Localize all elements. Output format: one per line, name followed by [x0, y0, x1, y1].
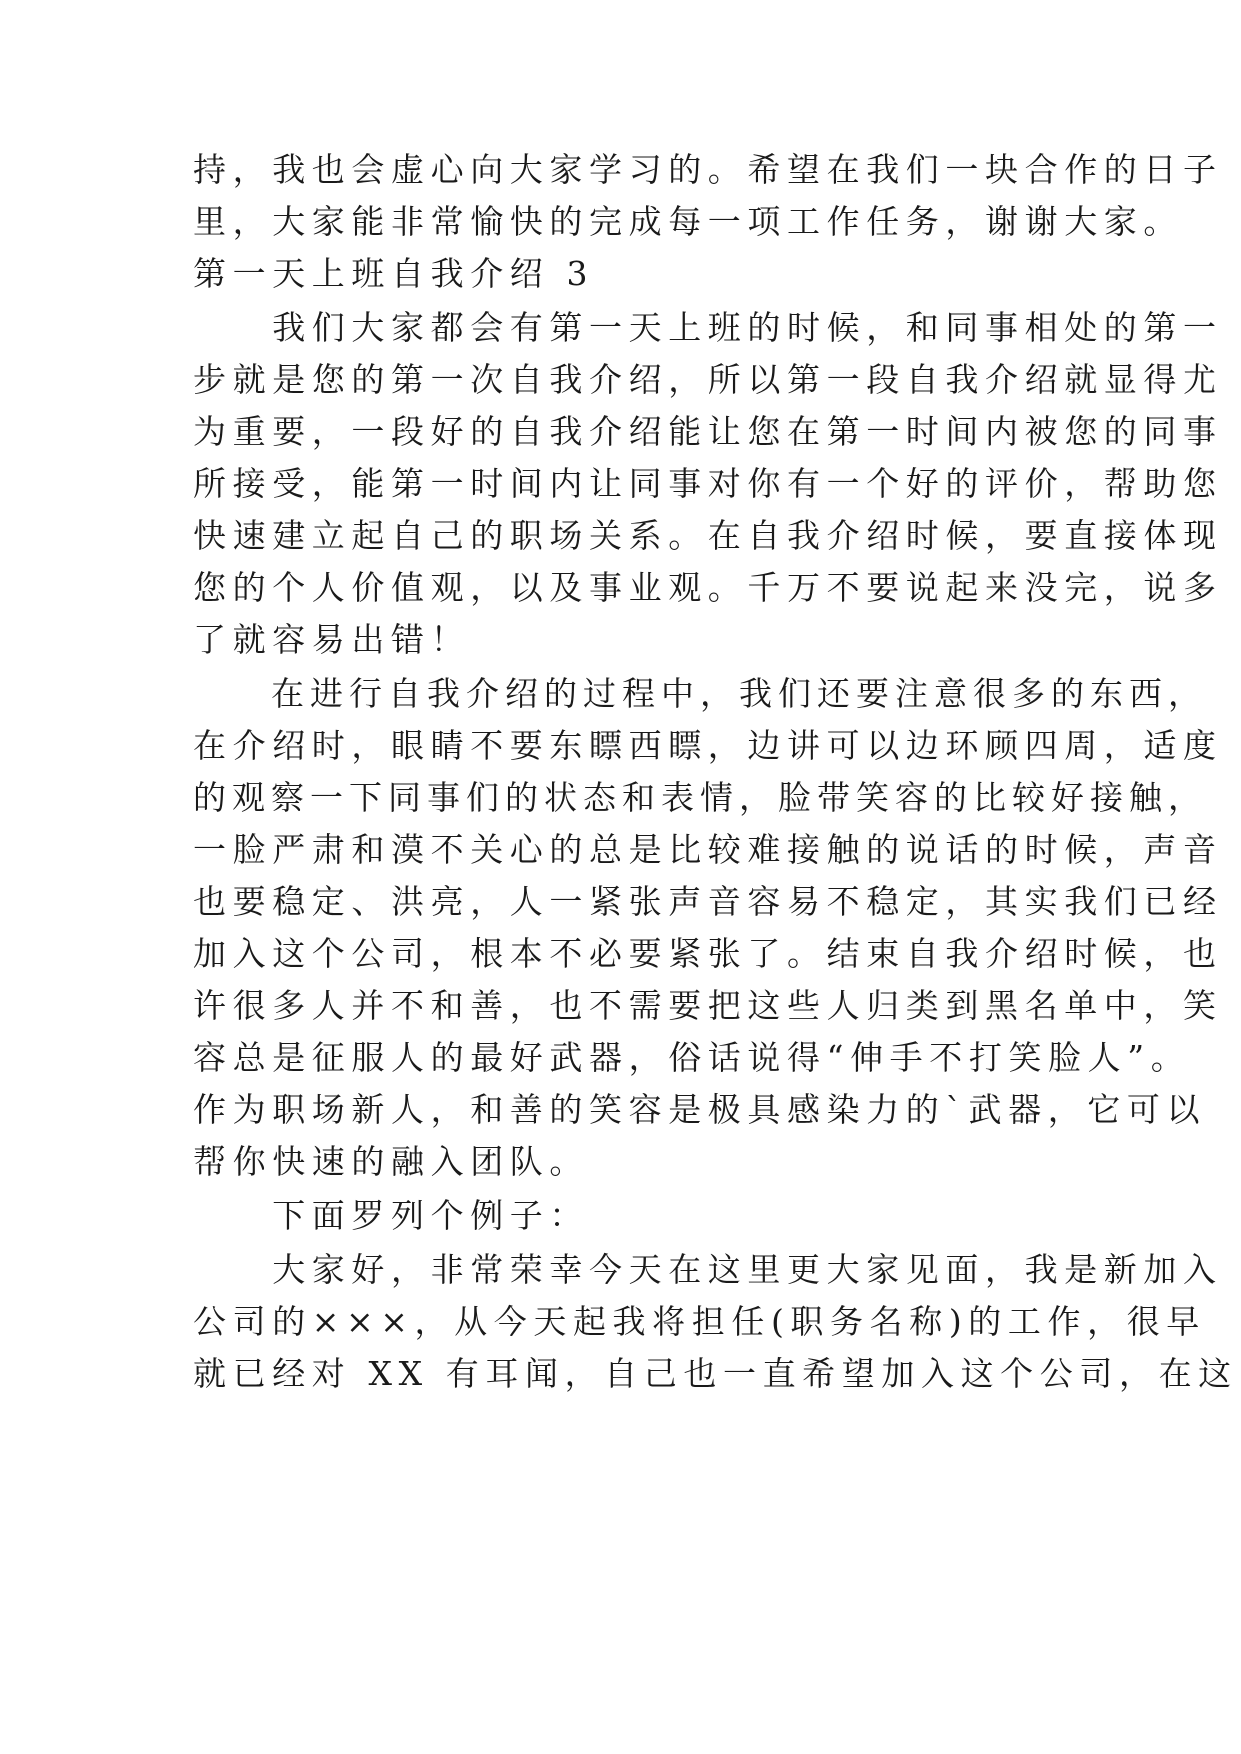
section-heading: 第一天上班自我介绍 3 — [193, 254, 595, 293]
text-line: 在进行自我介绍的过程中，我们还要注意很多的东西， — [193, 674, 1207, 713]
text-line: 也要稳定、洪亮，人一紧张声音容易不稳定，其实我们已经 — [193, 882, 1223, 921]
text-line: 所接受，能第一时间内让同事对你有一个好的评价，帮助您 — [193, 464, 1223, 503]
text-line: 容总是征服人的最好武器，俗话说得“伸手不打笑脸人”。 — [193, 1038, 1191, 1077]
text-line: 就已经对 XX 有耳闻，自己也一直希望加入这个公司，在这 — [193, 1354, 1238, 1393]
text-line: 快速建立起自己的职场关系。在自我介绍时候，要直接体现 — [193, 516, 1223, 555]
text-line: 加入这个公司，根本不必要紧张了。结束自我介绍时候，也 — [193, 934, 1223, 973]
text-line: 在介绍时，眼睛不要东瞟西瞟，边讲可以边环顾四周，适度 — [193, 726, 1223, 765]
text-line: 帮你快速的融入团队。 — [193, 1142, 589, 1181]
text-line: 下面罗列个例子： — [193, 1196, 589, 1235]
text-line: 步就是您的第一次自我介绍，所以第一段自我介绍就显得尤 — [193, 360, 1223, 399]
text-line: 持，我也会虚心向大家学习的。希望在我们一块合作的日子 — [193, 150, 1223, 189]
text-line: 我们大家都会有第一天上班的时候，和同事相处的第一 — [193, 308, 1223, 347]
text-line: 的观察一下同事们的状态和表情，脸带笑容的比较好接触， — [193, 778, 1207, 817]
text-line: 许很多人并不和善，也不需要把这些人归类到黑名单中，笑 — [193, 986, 1223, 1025]
text-line: 为重要，一段好的自我介绍能让您在第一时间内被您的同事 — [193, 412, 1223, 451]
text-line: 作为职场新人，和善的笑容是极具感染力的`武器，它可以 — [193, 1090, 1207, 1129]
text-line: 一脸严肃和漠不关心的总是比较难接触的说话的时候，声音 — [193, 830, 1223, 869]
text-line: 里，大家能非常愉快的完成每一项工作任务，谢谢大家。 — [193, 202, 1183, 241]
text-line: 大家好，非常荣幸今天在这里更大家见面，我是新加入 — [193, 1250, 1223, 1289]
text-line: 了就容易出错！ — [193, 620, 471, 659]
text-line: 公司的×××，从今天起我将担任(职务名称)的工作，很早 — [193, 1302, 1206, 1341]
text-line: 您的个人价值观，以及事业观。千万不要说起来没完，说多 — [193, 568, 1223, 607]
